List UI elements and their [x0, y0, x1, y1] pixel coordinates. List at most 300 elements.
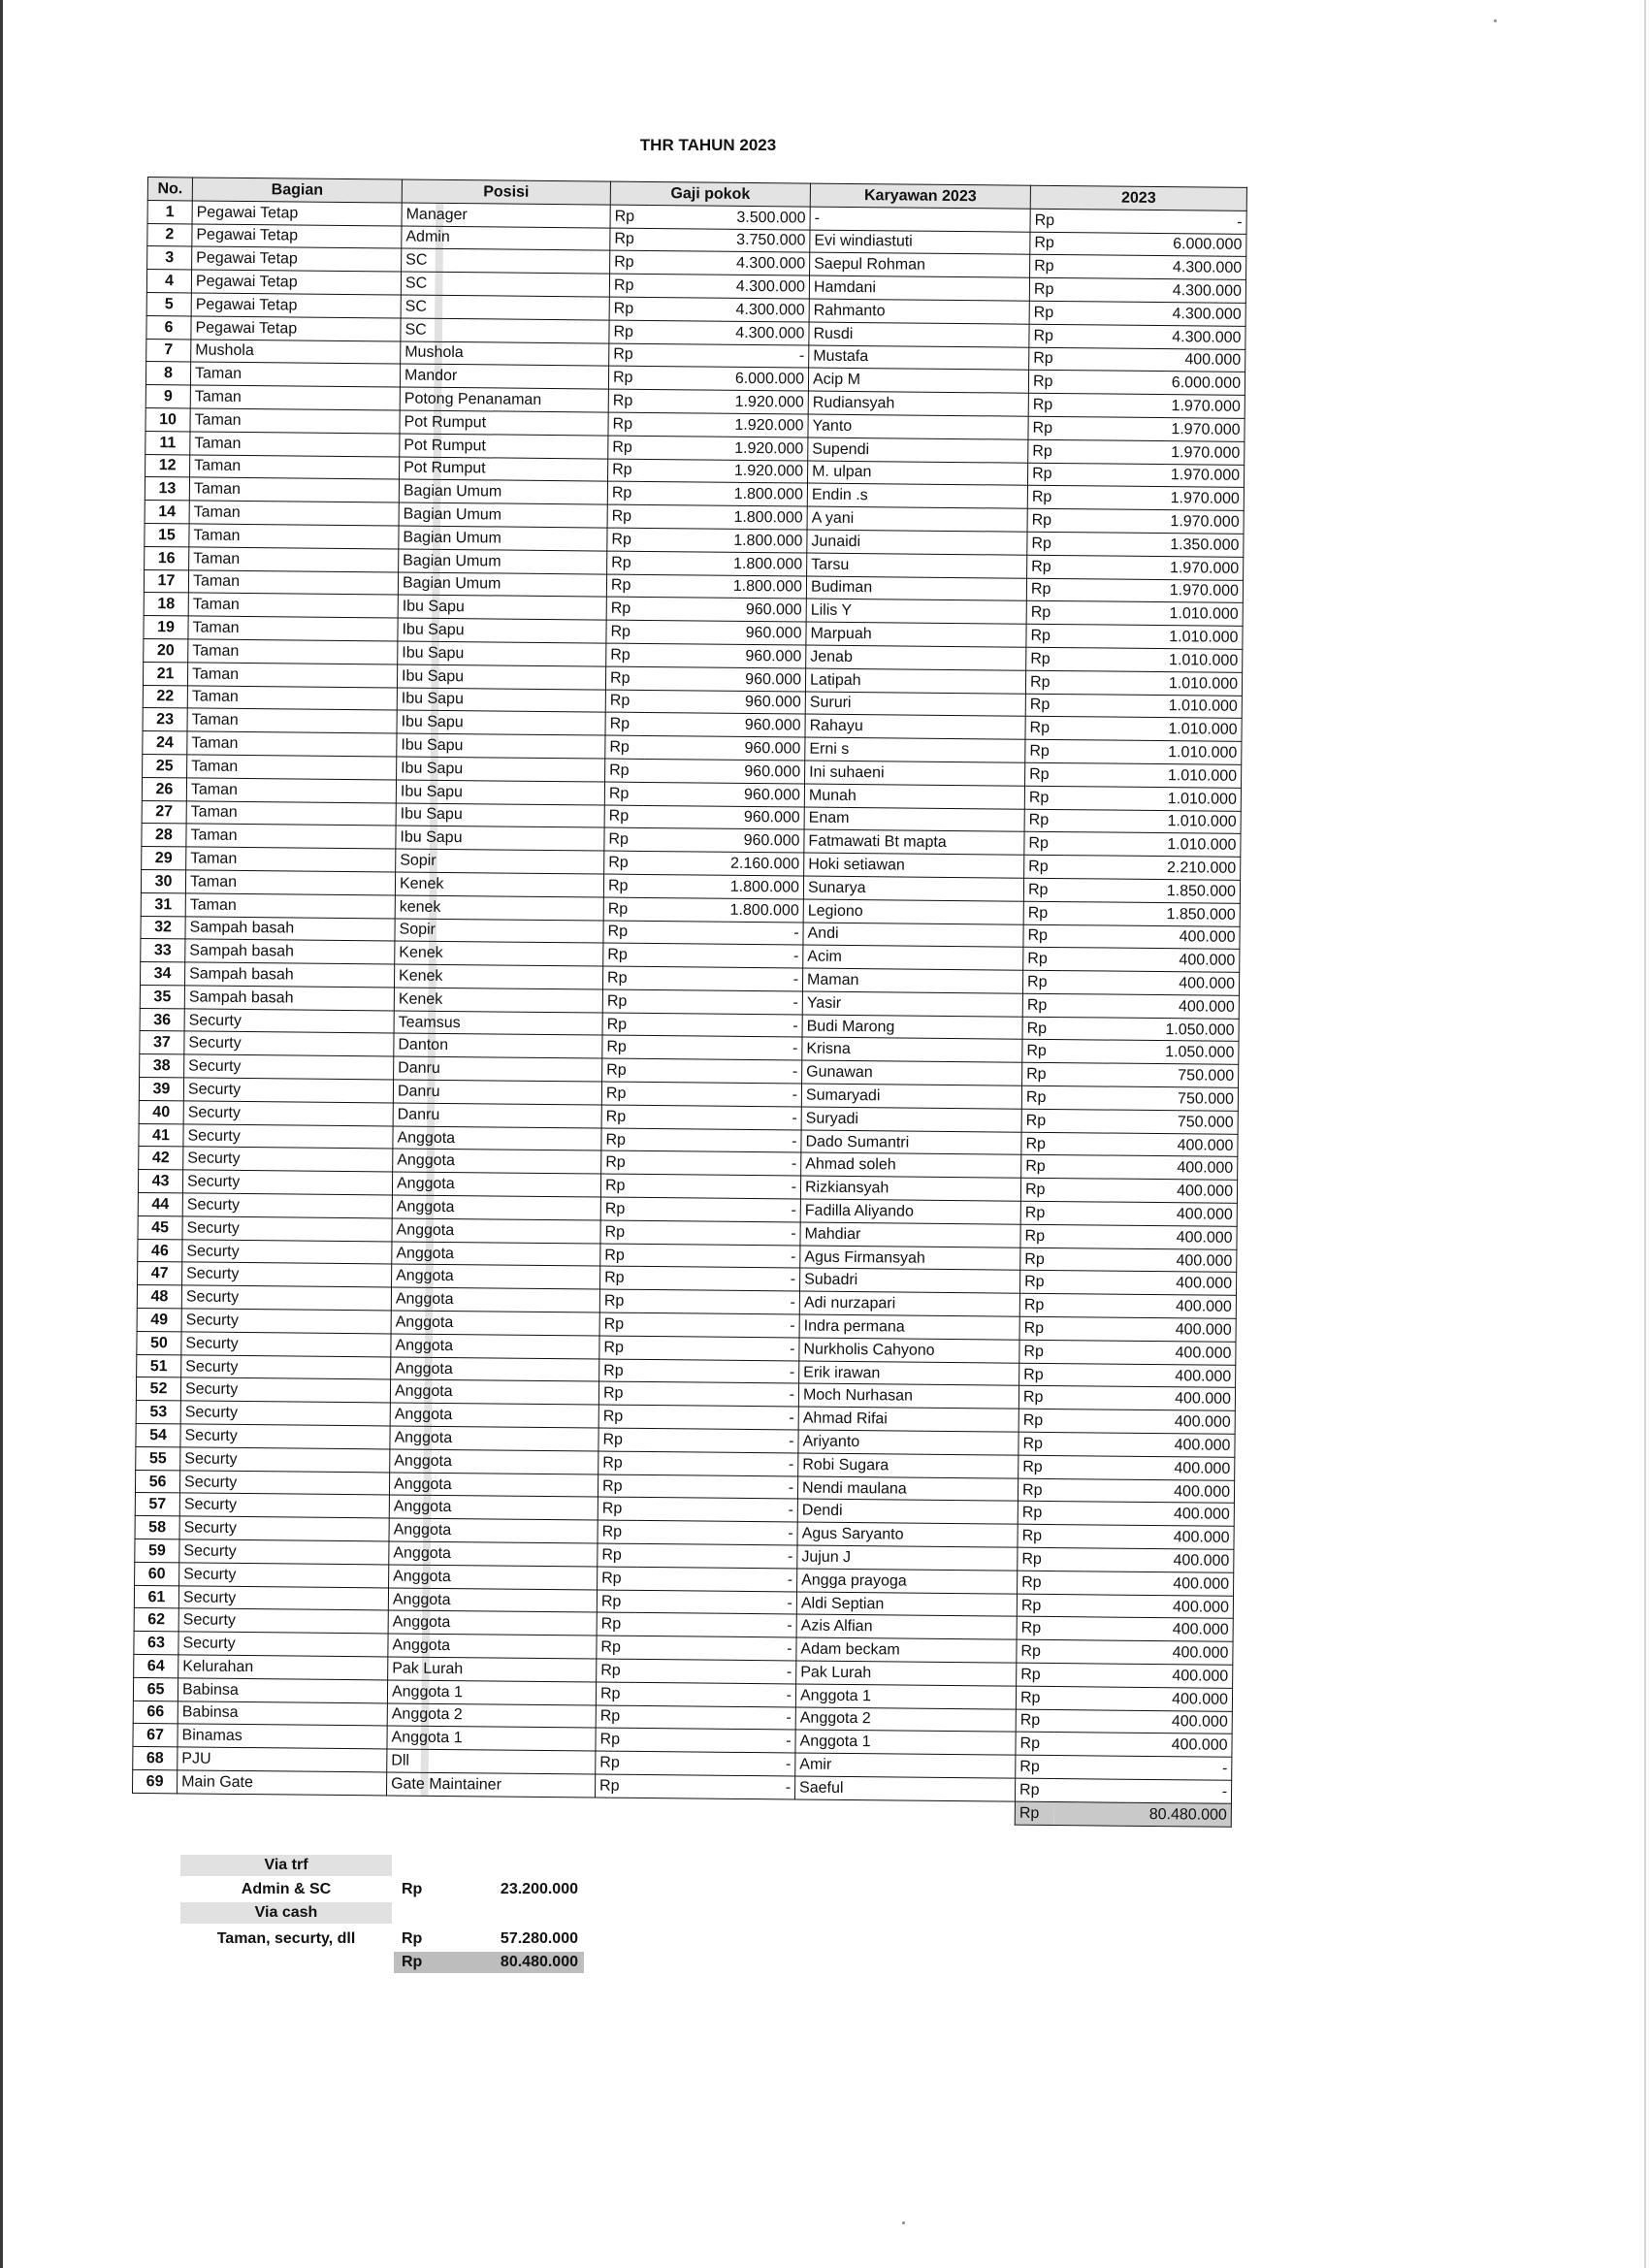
posisi-cell: Pot Rumput	[400, 457, 608, 482]
thr-amount: 400.000	[1060, 1155, 1238, 1181]
gaji-currency: Rp	[603, 874, 642, 897]
posisi-cell: Bagian Umum	[399, 549, 607, 574]
thr-currency: Rp	[1027, 463, 1066, 486]
thr-currency: Rp	[1021, 1109, 1060, 1132]
karyawan-name: Rahayu	[805, 714, 1025, 739]
thr-amount: 750.000	[1061, 1063, 1239, 1088]
karyawan-name: Acim	[803, 945, 1023, 970]
row-number: 62	[134, 1608, 178, 1632]
thr-amount: 400.000	[1061, 993, 1239, 1019]
thr-amount: 1.010.000	[1065, 648, 1243, 673]
posisi-cell: Mushola	[401, 341, 609, 367]
karyawan-name: M. ulpan	[808, 461, 1028, 486]
gaji-currency: Rp	[603, 921, 642, 944]
karyawan-name: Nurkholis Cahyono	[799, 1338, 1019, 1363]
bagian-cell: Sampah basah	[185, 916, 395, 941]
table-body	[132, 200, 1246, 1827]
gaji-currency: Rp	[598, 1520, 636, 1543]
posisi-cell: Ibu Sapu	[396, 826, 604, 851]
bagian-cell: Sampah basah	[185, 939, 395, 964]
thr-amount: 400.000	[1057, 1433, 1235, 1458]
scan-speck	[902, 2221, 905, 2224]
bagian-cell: Pegawai Tetap	[192, 246, 402, 272]
gaji-currency: Rp	[609, 343, 648, 367]
row-number: 64	[134, 1654, 178, 1677]
thr-amount: 1.970.000	[1067, 439, 1245, 465]
gaji-amount: 4.300.000	[648, 297, 809, 321]
thr-amount: 1.010.000	[1064, 740, 1242, 765]
posisi-cell: Anggota	[388, 1610, 597, 1636]
karyawan-name: Fatmawati Bt mapta	[804, 829, 1024, 855]
thr-currency: Rp	[1022, 970, 1061, 993]
gaji-currency: Rp	[604, 827, 643, 851]
thr-amount: 1.850.000	[1062, 878, 1240, 903]
row-number: 30	[141, 869, 185, 892]
thr-amount: 400.000	[1062, 948, 1240, 973]
thr-amount: 400.000	[1061, 971, 1239, 996]
thr-currency: Rp	[1023, 901, 1062, 924]
row-number: 1	[147, 200, 192, 223]
thr-amount: 400.000	[1059, 1202, 1237, 1227]
gaji-currency: Rp	[608, 366, 647, 389]
gaji-amount: 960.000	[643, 828, 804, 853]
gaji-currency: Rp	[601, 1105, 640, 1128]
row-number: 44	[138, 1193, 182, 1216]
thr-amount: 1.010.000	[1063, 786, 1241, 811]
gaji-amount: 960.000	[643, 805, 804, 829]
row-number: 22	[143, 685, 187, 708]
thr-currency: Rp	[1020, 1247, 1059, 1271]
total-amount: 80.480.000	[1053, 1801, 1231, 1827]
bagian-cell: Securty	[184, 1031, 394, 1056]
thr-currency: Rp	[1016, 1686, 1054, 1709]
posisi-cell: Anggota	[393, 1126, 601, 1151]
gaji-amount: 960.000	[643, 782, 804, 806]
thr-amount: 1.970.000	[1066, 463, 1244, 488]
gaji-amount: 4.300.000	[649, 251, 810, 275]
karyawan-name: Yasir	[802, 991, 1022, 1017]
scan-speck	[1494, 19, 1497, 22]
row-number: 25	[143, 754, 187, 777]
gaji-amount: -	[640, 1151, 801, 1176]
posisi-cell: Anggota	[388, 1588, 597, 1613]
thr-amount: 1.050.000	[1061, 1017, 1239, 1042]
karyawan-name: Amir	[795, 1753, 1016, 1778]
bagian-cell: Securty	[181, 1355, 391, 1380]
thr-amount: 400.000	[1059, 1224, 1237, 1249]
bagian-cell: Taman	[186, 847, 396, 872]
thr-currency: Rp	[1020, 1201, 1059, 1224]
bagian-cell: Taman	[187, 755, 397, 780]
header-bagian: Bagian	[192, 178, 402, 203]
thr-amount: 1.010.000	[1064, 670, 1242, 696]
gaji-currency: Rp	[597, 1636, 635, 1659]
gaji-amount: -	[639, 1267, 800, 1291]
posisi-cell: Anggota 1	[387, 1726, 596, 1751]
bagian-cell: Pegawai Tetap	[192, 201, 402, 226]
thr-currency: Rp	[1028, 393, 1067, 416]
thr-amount: 4.300.000	[1068, 324, 1245, 349]
posisi-cell: Admin	[402, 226, 610, 251]
gaji-currency: Rp	[607, 481, 646, 504]
row-number: 14	[145, 501, 189, 524]
posisi-cell: Anggota	[392, 1172, 600, 1197]
thr-currency: Rp	[1016, 1755, 1054, 1778]
posisi-cell: Anggota	[389, 1518, 598, 1543]
gaji-amount: -	[633, 1774, 794, 1798]
gaji-currency: Rp	[601, 1082, 640, 1105]
thr-currency: Rp	[1016, 1709, 1054, 1733]
thr-currency: Rp	[1029, 277, 1068, 301]
row-number: 36	[140, 1008, 184, 1031]
row-number: 55	[136, 1446, 180, 1470]
gaji-amount: -	[634, 1729, 795, 1753]
gaji-amount: -	[637, 1382, 798, 1407]
gaji-currency: Rp	[600, 1220, 639, 1244]
thr-currency: Rp	[1030, 209, 1069, 232]
gaji-amount: -	[635, 1659, 796, 1683]
bagian-cell: Securty	[181, 1285, 391, 1311]
posisi-cell: Teamsus	[394, 1011, 602, 1036]
bagian-cell: Main Gate	[178, 1770, 387, 1796]
bagian-cell: Securty	[182, 1240, 392, 1265]
page-title: THR TAHUN 2023	[639, 136, 777, 154]
row-number: 52	[136, 1377, 180, 1401]
gaji-amount: -	[639, 1220, 800, 1245]
thr-currency: Rp	[1030, 255, 1069, 278]
karyawan-name: Lilis Y	[806, 599, 1026, 624]
posisi-cell: Anggota	[392, 1242, 600, 1267]
karyawan-name: Ariyanto	[798, 1430, 1018, 1455]
row-number: 59	[135, 1539, 179, 1562]
gaji-currency: Rp	[600, 1174, 639, 1197]
thr-amount: 1.010.000	[1063, 809, 1241, 834]
gaji-currency: Rp	[609, 297, 648, 320]
thr-currency: Rp	[1025, 694, 1064, 717]
gaji-currency: Rp	[605, 666, 644, 690]
gaji-amount: -	[638, 1336, 799, 1360]
karyawan-name: Erni s	[805, 737, 1025, 762]
karyawan-name: Legiono	[803, 899, 1023, 924]
header-gaji-pokok: Gaji pokok	[610, 181, 810, 207]
row-number: 53	[136, 1401, 180, 1424]
gaji-currency: Rp	[596, 1751, 634, 1774]
gaji-currency: Rp	[595, 1774, 633, 1798]
row-number: 29	[142, 847, 186, 870]
gaji-amount: 960.000	[644, 690, 805, 714]
posisi-cell: Anggota	[393, 1149, 601, 1174]
bagian-cell: Taman	[187, 685, 397, 710]
karyawan-name: Ahmad soleh	[801, 1152, 1021, 1178]
bagian-cell: Securty	[179, 1563, 389, 1588]
gaji-currency: Rp	[604, 851, 643, 874]
karyawan-name: Fadilla Aliyando	[800, 1199, 1020, 1224]
karyawan-name: Munah	[804, 784, 1024, 809]
header-no: No.	[147, 178, 192, 201]
gaji-amount: 1.800.000	[645, 574, 806, 599]
gaji-amount: -	[640, 1128, 801, 1152]
gaji-amount: -	[638, 1312, 799, 1337]
karyawan-name: Sumaryadi	[801, 1084, 1021, 1109]
thr-amount: 1.970.000	[1065, 578, 1243, 603]
thr-currency: Rp	[1023, 878, 1062, 901]
gaji-currency: Rp	[603, 897, 642, 921]
row-number: 66	[133, 1701, 178, 1724]
cash-amount: 57.280.000	[500, 1929, 578, 1947]
thr-amount: 750.000	[1060, 1086, 1238, 1112]
thr-amount: 400.000	[1059, 1271, 1237, 1296]
thr-currency: Rp	[1026, 647, 1065, 670]
posisi-cell: Anggota	[392, 1195, 600, 1220]
posisi-cell: Anggota	[390, 1449, 598, 1474]
gaji-currency: Rp	[607, 528, 646, 551]
gaji-currency: Rp	[606, 620, 645, 643]
gaji-amount: 1.800.000	[646, 505, 807, 530]
thr-amount: 400.000	[1056, 1525, 1234, 1550]
thr-currency: Rp	[1021, 1132, 1060, 1155]
karyawan-name: Indra permana	[799, 1314, 1019, 1340]
row-number: 37	[140, 1031, 184, 1054]
gaji-currency: Rp	[600, 1244, 639, 1267]
bagian-cell: Taman	[188, 639, 398, 664]
thr-amount: 400.000	[1058, 1340, 1236, 1365]
row-number: 27	[142, 800, 186, 824]
thr-currency: Rp	[1026, 601, 1065, 625]
admin-sc-currency: Rp	[402, 1880, 423, 1897]
row-number: 54	[136, 1423, 180, 1446]
via-trf-label: Via trf	[180, 1855, 392, 1876]
bagian-cell: Securty	[180, 1424, 390, 1449]
gaji-amount: -	[636, 1521, 797, 1545]
bagian-cell: Securty	[184, 1009, 394, 1034]
karyawan-name: Agus Saryanto	[797, 1522, 1018, 1547]
thr-currency: Rp	[1018, 1386, 1057, 1409]
bagian-cell: Taman	[187, 708, 397, 733]
thr-amount: 1.010.000	[1065, 625, 1243, 650]
row-number: 46	[138, 1239, 182, 1262]
gaji-currency: Rp	[597, 1590, 635, 1613]
thr-currency: Rp	[1029, 324, 1068, 347]
summary-total-row	[180, 1952, 607, 1976]
gaji-amount: -	[636, 1567, 797, 1591]
gaji-amount: 960.000	[645, 621, 806, 645]
row-number: 57	[135, 1493, 179, 1516]
gaji-currency: Rp	[596, 1682, 634, 1705]
karyawan-name: Marpuah	[806, 622, 1026, 647]
karyawan-name: Tarsu	[807, 553, 1027, 578]
total-currency: Rp	[1015, 1801, 1053, 1825]
karyawan-name: Junaidi	[807, 530, 1027, 555]
posisi-cell: Pot Rumput	[400, 434, 608, 459]
posisi-cell: SC	[401, 318, 609, 343]
thr-amount: 1.970.000	[1066, 486, 1244, 511]
thr-amount: 400.000	[1055, 1594, 1233, 1619]
gaji-amount: -	[637, 1406, 798, 1430]
posisi-cell: Anggota	[388, 1634, 597, 1659]
gaji-currency: Rp	[607, 551, 646, 574]
thr-currency: Rp	[1027, 555, 1066, 578]
gaji-amount: -	[641, 989, 802, 1014]
thr-currency: Rp	[1029, 301, 1068, 324]
posisi-cell: Anggota	[391, 1357, 599, 1382]
gaji-currency: Rp	[607, 504, 646, 528]
bagian-cell: Securty	[178, 1608, 388, 1634]
gaji-currency: Rp	[605, 735, 644, 759]
thr-amount: 400.000	[1060, 1132, 1238, 1157]
karyawan-name: Suryadi	[801, 1107, 1021, 1132]
thr-currency: Rp	[1024, 855, 1063, 878]
summary-cash-row	[180, 1928, 607, 1953]
posisi-cell: Kenek	[395, 941, 603, 966]
gaji-amount: -	[638, 1290, 799, 1314]
thr-currency: Rp	[1023, 924, 1062, 948]
karyawan-name: Budiman	[806, 576, 1026, 601]
row-number: 5	[146, 292, 191, 315]
row-number: 33	[141, 939, 185, 962]
bagian-cell: Securty	[183, 1101, 393, 1126]
bagian-cell: Securty	[179, 1539, 389, 1565]
thr-currency: Rp	[1029, 347, 1068, 371]
posisi-cell: Ibu Sapu	[397, 664, 605, 690]
bagian-cell: Babinsa	[178, 1701, 387, 1726]
posisi-cell: Danru	[393, 1103, 601, 1128]
karyawan-name: Andi	[803, 923, 1023, 948]
thr-amount: 400.000	[1056, 1548, 1234, 1573]
summary-via-trf-row	[180, 1855, 607, 1879]
row-number: 19	[144, 616, 188, 639]
posisi-cell: Anggota 2	[387, 1703, 596, 1729]
via-cash-label: Via cash	[180, 1902, 392, 1924]
gaji-currency: Rp	[602, 1058, 641, 1082]
bagian-cell: Pegawai Tetap	[191, 293, 401, 318]
karyawan-name: Enam	[804, 807, 1024, 832]
gaji-amount: -	[642, 921, 803, 945]
gaji-currency: Rp	[609, 274, 648, 297]
thr-currency: Rp	[1022, 1017, 1061, 1040]
row-number: 48	[137, 1285, 181, 1309]
gaji-amount: 4.300.000	[648, 275, 809, 299]
gaji-amount: -	[636, 1474, 797, 1499]
gaji-amount: -	[635, 1636, 796, 1661]
row-number: 18	[144, 593, 188, 616]
row-number: 47	[138, 1262, 182, 1285]
thr-amount: -	[1053, 1779, 1231, 1804]
gaji-currency: Rp	[598, 1381, 637, 1405]
gaji-amount: 1.920.000	[647, 390, 808, 414]
thr-amount: 1.010.000	[1064, 717, 1242, 742]
thr-currency: Rp	[1018, 1571, 1056, 1594]
posisi-cell: Potong Penanaman	[400, 387, 608, 412]
gaji-currency: Rp	[596, 1705, 634, 1729]
bagian-cell: Securty	[180, 1401, 390, 1426]
bagian-cell: Taman	[190, 362, 400, 387]
bagian-cell: Sampah basah	[184, 986, 394, 1011]
karyawan-name: Hoki setiawan	[804, 853, 1024, 878]
karyawan-name: Rizkiansyah	[800, 1176, 1020, 1201]
bagian-cell: Babinsa	[178, 1678, 387, 1703]
karyawan-name: Ini suhaeni	[805, 761, 1025, 786]
thr-currency: Rp	[1018, 1455, 1057, 1478]
thr-currency: Rp	[1028, 371, 1067, 394]
bagian-cell: Taman	[186, 778, 396, 803]
karyawan-name: Erik irawan	[799, 1361, 1019, 1386]
thr-currency: Rp	[1019, 1316, 1058, 1340]
thr-currency: Rp	[1018, 1547, 1056, 1571]
thr-currency: Rp	[1018, 1478, 1056, 1502]
bagian-cell: Taman	[188, 569, 398, 595]
posisi-cell: Ibu Sapu	[397, 688, 605, 713]
gaji-amount: 960.000	[644, 666, 805, 691]
karyawan-name: Gunawan	[802, 1060, 1022, 1085]
gaji-currency: Rp	[604, 805, 643, 828]
admin-sc-amount: 23.200.000	[500, 1880, 578, 1897]
row-number: 51	[137, 1354, 181, 1377]
scan-edge-left	[0, 0, 3, 2268]
gaji-currency: Rp	[598, 1405, 637, 1428]
gaji-amount: 2.160.000	[643, 852, 804, 876]
row-number: 39	[139, 1078, 183, 1101]
row-number: 60	[135, 1562, 179, 1585]
thr-table	[132, 177, 1247, 1827]
thr-amount: 400.000	[1055, 1664, 1233, 1689]
karyawan-name: Azis Alfian	[796, 1614, 1017, 1639]
thr-amount: 1.970.000	[1067, 394, 1245, 419]
posisi-cell: Anggota	[389, 1473, 598, 1498]
scan-edge-right	[1644, 0, 1646, 2268]
row-number: 31	[141, 892, 185, 916]
row-number: 50	[137, 1331, 181, 1354]
row-number: 21	[143, 662, 187, 685]
gaji-currency: Rp	[601, 1151, 640, 1175]
karyawan-name: Rahmanto	[809, 299, 1029, 324]
gaji-amount: -	[640, 1105, 801, 1129]
karyawan-name: Moch Nurhasan	[798, 1383, 1018, 1409]
karyawan-name: Rudiansyah	[808, 391, 1028, 416]
row-number: 11	[146, 431, 190, 454]
thr-amount: 1.970.000	[1067, 417, 1245, 442]
thr-amount: 4.300.000	[1068, 278, 1245, 304]
thr-currency: Rp	[1019, 1363, 1058, 1386]
bagian-cell: PJU	[178, 1747, 387, 1772]
thr-currency: Rp	[1020, 1224, 1059, 1247]
bagian-cell: Kelurahan	[178, 1655, 388, 1680]
posisi-cell: Gate Maintainer	[386, 1772, 595, 1798]
posisi-cell: Bagian Umum	[399, 502, 607, 528]
row-number: 13	[145, 477, 189, 501]
gaji-amount: 4.300.000	[648, 320, 809, 344]
thr-amount: 1.850.000	[1062, 901, 1240, 926]
summary-admin-sc-row	[180, 1879, 607, 1903]
gaji-currency: Rp	[610, 228, 649, 251]
gaji-currency: Rp	[602, 1013, 641, 1036]
karyawan-name: Aldi Septian	[796, 1592, 1017, 1617]
thr-currency: Rp	[1024, 809, 1063, 832]
gaji-currency: Rp	[598, 1567, 636, 1590]
row-number: 40	[139, 1100, 183, 1123]
karyawan-name: Krisna	[802, 1038, 1022, 1063]
gaji-amount: -	[638, 1359, 799, 1383]
gaji-currency: Rp	[597, 1612, 635, 1636]
posisi-cell: Anggota	[392, 1264, 600, 1289]
gaji-amount: -	[634, 1682, 795, 1706]
karyawan-name: Subadri	[800, 1268, 1020, 1293]
posisi-cell: Kenek	[394, 964, 602, 989]
thr-currency: Rp	[1024, 832, 1063, 856]
row-number: 16	[145, 546, 189, 569]
gaji-amount: 1.800.000	[646, 482, 807, 506]
karyawan-name: Maman	[802, 968, 1022, 993]
thr-currency: Rp	[1022, 1040, 1061, 1063]
